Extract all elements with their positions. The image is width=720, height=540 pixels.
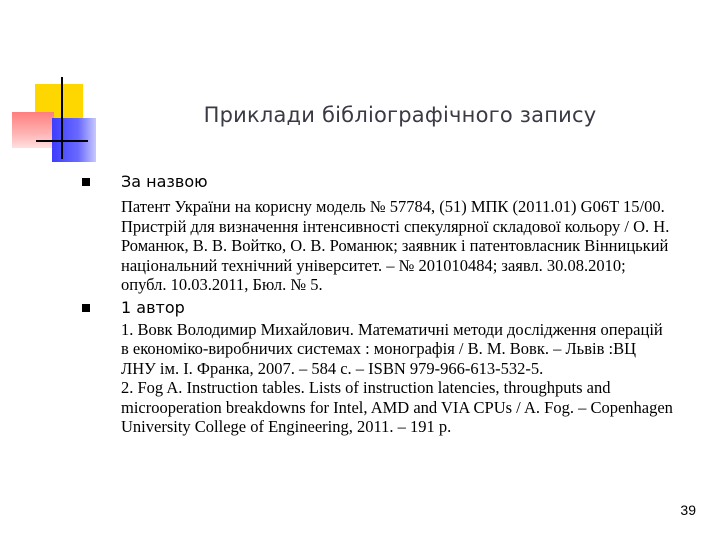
slide-content xyxy=(82,170,682,437)
square-bullet-icon xyxy=(82,178,90,186)
horizontal-line xyxy=(36,140,88,142)
bullet-item-one-author xyxy=(82,296,682,437)
slide-title: Приклади бібліографічного запису xyxy=(203,103,597,127)
bullet-heading: 1 автор xyxy=(121,297,185,317)
square-bullet-icon xyxy=(82,304,90,312)
bullet-item-by-title xyxy=(82,170,682,295)
bullet-heading: За назвою xyxy=(121,172,208,191)
vertical-line xyxy=(61,77,63,159)
red-square xyxy=(12,112,54,148)
page-number: 39 xyxy=(680,502,696,518)
bibliographic-entry: 1. Вовк Володимир Михайлович. Математичні методи дослідження операцій в економіко-виробничих системах : монографія / В. М. Вовк. – Львів :ВЦ ЛНУ ім. І. Франка, 2007. – 584 с. – ISBN 979-966-613-532-5. xyxy=(121,319,663,378)
decorative-corner-graphic xyxy=(0,0,110,170)
bibliographic-entry: Патент України на корисну модель № 57784, (51) МПК (2011.01) G06T 15/00. Пристрій для визначення інтенсивності спекулярної складової кольору / О. Н. Романюк, В. В. Войтко, О. В. Романюк; заявник і патентовласник Вінницький національний технічний університет. – № 201010484; заявл. 30.08.2010; опубл. 10.03.2011, Бюл. № 5. xyxy=(121,197,670,294)
bibliographic-entry: 2. Fog A. Instruction tables. Lists of instruction latencies, throughputs and microoperation breakdowns for Intel, AMD and VIA CPUs / A. Fog. – Copenhagen University College of Engineering, 2011. – 191 p. xyxy=(121,378,673,436)
